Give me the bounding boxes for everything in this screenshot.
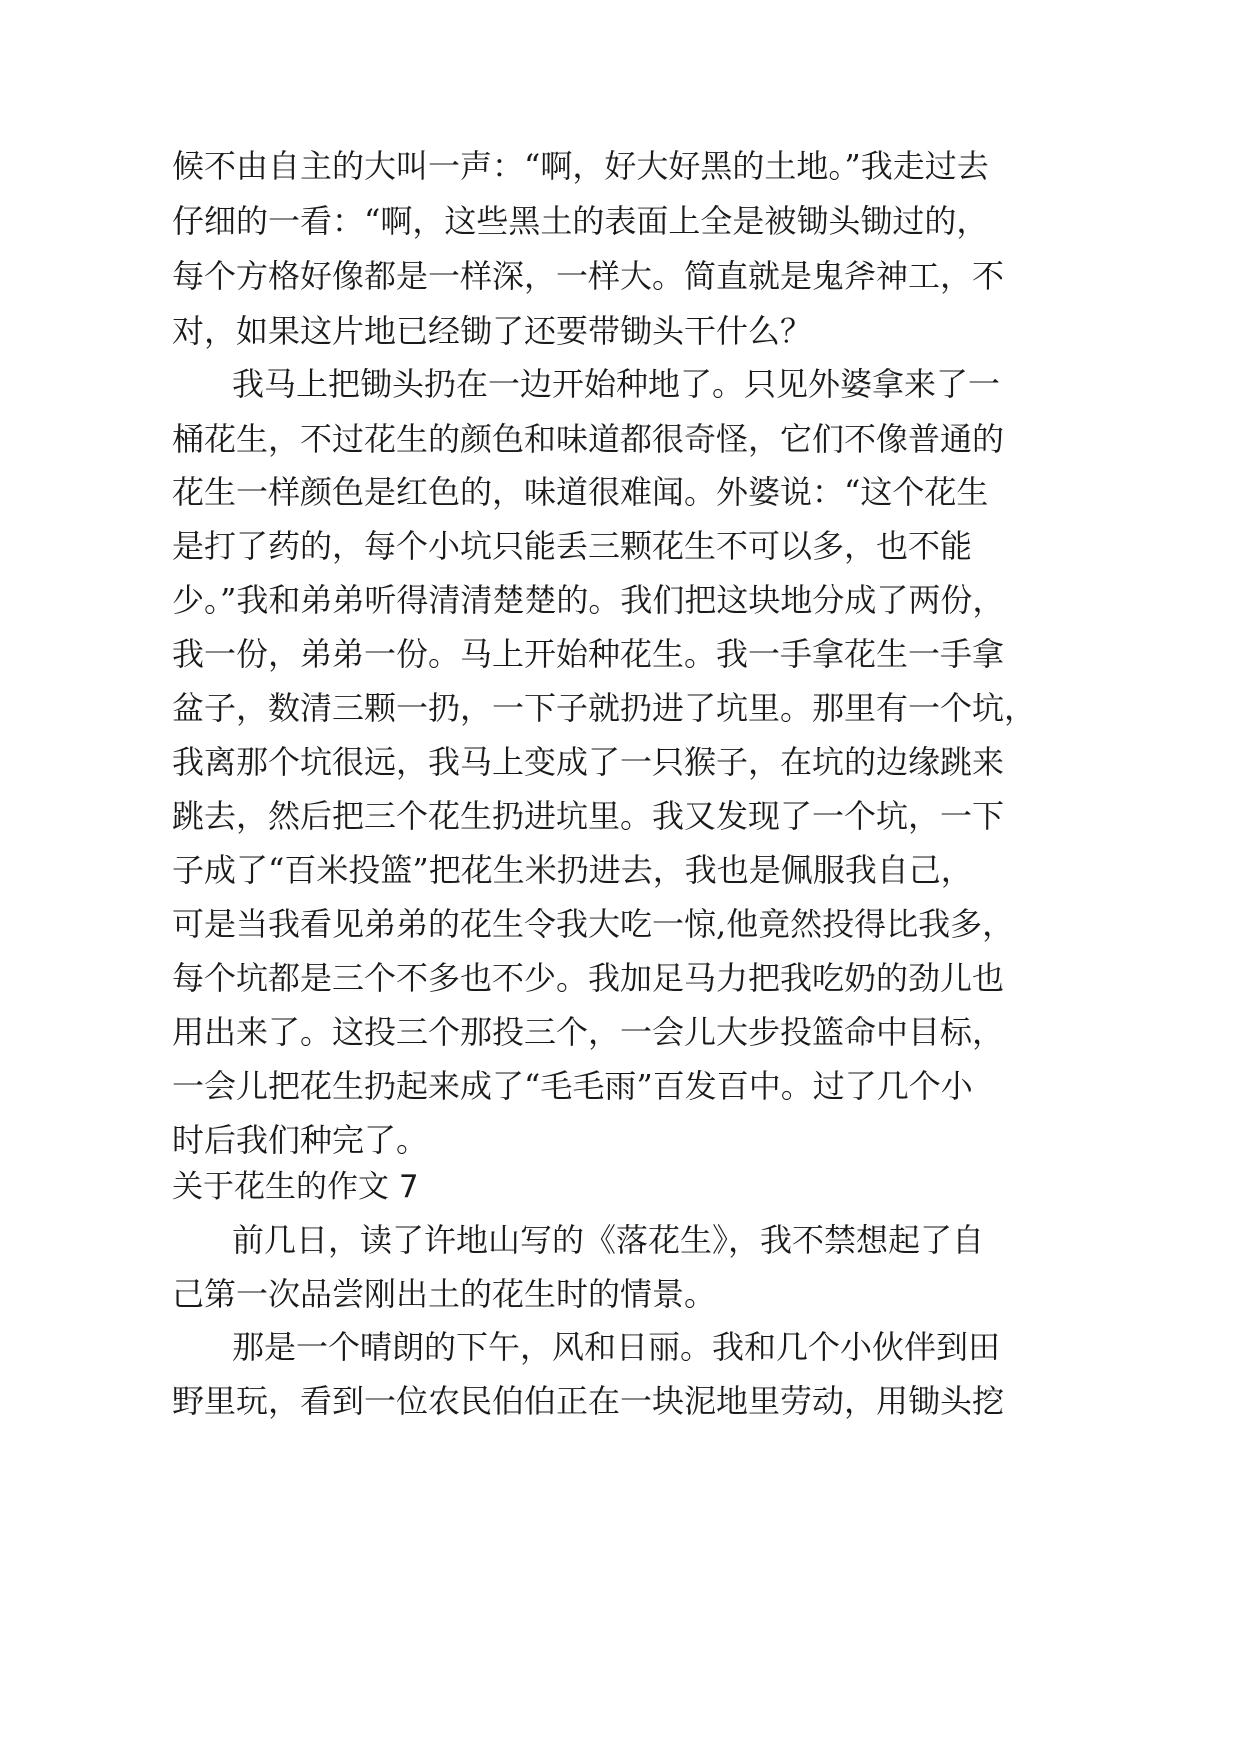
paragraph-line: 我马上把锄头扔在一边开始种地了。只见外婆拿来了一 bbox=[232, 365, 1001, 403]
paragraph-line: 时后我们种完了。 bbox=[172, 1121, 429, 1159]
paragraph-line: 我一份，弟弟一份。马上开始种花生。我一手拿花生一手拿 bbox=[172, 635, 1005, 673]
paragraph-line: 一会儿把花生扔起来成了“毛毛雨”百发百中。过了几个小 bbox=[172, 1067, 973, 1105]
paragraph-line: 盆子，数清三颗一扔，一下子就扔进了坑里。那里有一个坑， bbox=[172, 689, 1037, 727]
paragraph-line: 桶花生，不过花生的颜色和味道都很奇怪，它们不像普通的 bbox=[172, 420, 1005, 458]
paragraph-line: 对，如果这片地已经锄了还要带锄头干什么？ bbox=[172, 312, 813, 350]
paragraph-line: 候不由自主的大叫一声：“啊，好大好黑的土地。”我走过去 bbox=[172, 147, 989, 185]
paragraph-line: 那是一个晴朗的下午，风和日丽。我和几个小伙伴到田 bbox=[232, 1328, 1001, 1366]
paragraph-line: 可是当我看见弟弟的花生令我大吃一惊,他竟然投得比我多， bbox=[172, 905, 1015, 943]
paragraph-line: 野里玩，看到一位农民伯伯正在一块泥地里劳动，用锄头挖 bbox=[172, 1382, 1005, 1420]
paragraph-line: 前几日，读了许地山写的《落花生》，我不禁想起了自 bbox=[232, 1221, 985, 1259]
paragraph-line: 仔细的一看：“啊，这些黑土的表面上全是被锄头锄过的， bbox=[172, 202, 989, 240]
paragraph-line: 己第一次品尝刚出土的花生时的情景。 bbox=[172, 1275, 717, 1313]
paragraph-line: 子成了“百米投篮”把花生米扔进去，我也是佩服我自己， bbox=[172, 851, 973, 889]
paragraph-line: 每个坑都是三个不多也不少。我加足马力把我吃奶的劲儿也 bbox=[172, 959, 1005, 997]
paragraph-line: 花生一样颜色是红色的，味道很难闻。外婆说：“这个花生 bbox=[172, 473, 989, 511]
paragraph-line: 用出来了。这投三个那投三个，一会儿大步投篮命中目标， bbox=[172, 1013, 1005, 1051]
paragraph-line: 是打了药的，每个小坑只能丢三颗花生不可以多，也不能 bbox=[172, 527, 973, 565]
paragraph-line: 我离那个坑很远，我马上变成了一只猴子，在坑的边缘跳来 bbox=[172, 743, 1005, 781]
paragraph-line: 每个方格好像都是一样深，一样大。简直就是鬼斧神工，不 bbox=[172, 257, 1005, 295]
paragraph-line: 少。”我和弟弟听得清清楚楚的。我们把这块地分成了两份， bbox=[172, 581, 1005, 619]
section-heading: 关于花生的作文 7 bbox=[172, 1169, 419, 1205]
paragraph-line: 跳去，然后把三个花生扔进坑里。我又发现了一个坑，一下 bbox=[172, 797, 1005, 835]
